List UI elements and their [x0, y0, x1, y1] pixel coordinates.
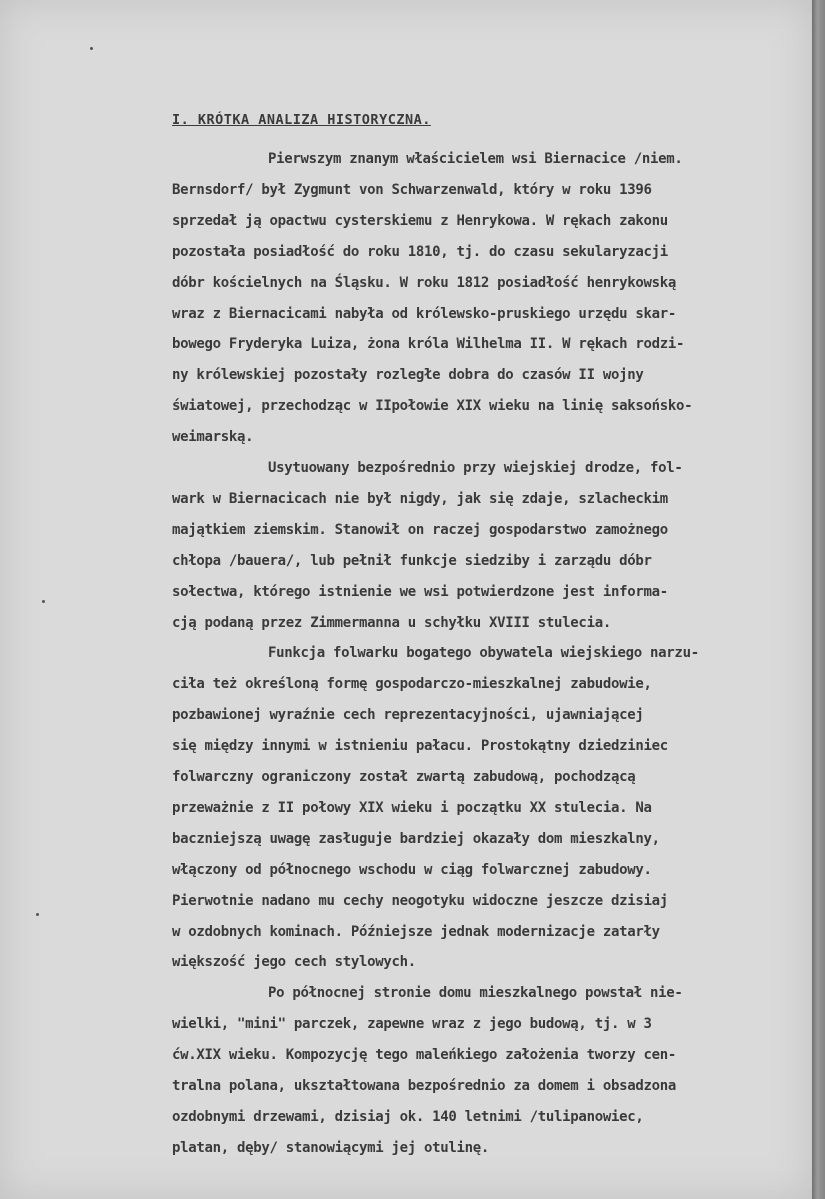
text-line: wielki, "mini" parczek, zapewne wraz z jego budową, tj. w 3: [172, 1016, 652, 1033]
text-line: w ozdobnych kominach. Późniejsze jednak modernizacje zatarły: [172, 923, 660, 940]
text-line: Po północnej stronie domu mieszkalnego powstał nie-: [268, 985, 683, 1002]
text-line: sołectwa, którego istnienie we wsi potwierdzone jest informa-: [172, 583, 668, 600]
text-line: włączony od północnego wschodu w ciąg folwarcznej zabudowy.: [172, 861, 652, 878]
text-line: się między innymi w istnieniu pałacu. Prostokątny dziedziniec: [172, 738, 668, 755]
text-line: platan, dęby/ stanowiącymi jej otulinę.: [172, 1139, 490, 1156]
text-line: ny królewskiej pozostały rozległe dobra do czasów II wojny: [172, 367, 644, 384]
text-line: cją podaną przez Zimmermanna u schyłku XVIII stulecia.: [172, 614, 611, 631]
text-line: ćw.XIX wieku. Kompozycję tego maleńkiego założenia tworzy cen-: [172, 1047, 676, 1064]
section-heading: I. KRÓTKA ANALIZA HISTORYCZNA.: [172, 112, 431, 128]
text-line: wraz z Biernacicami nabyła od królewsko-pruskiego urzędu skar-: [172, 305, 676, 322]
text-line: większość jego cech stylowych.: [172, 954, 416, 971]
text-line: majątkiem ziemskim. Stanowił on raczej gospodarstwo zamożnego: [172, 521, 668, 538]
text-line: Usytuowany bezpośrednio przy wiejskiej drodze, fol-: [268, 460, 683, 476]
text-line: weimarską.: [172, 429, 254, 446]
text-line: ciła też określoną formę gospodarczo-mieszkalnej zabudowie,: [172, 676, 652, 693]
text-line: Bernsdorf/ był Zygmunt von Schwarzenwald, który w roku 1396: [172, 181, 652, 198]
text-line: przeważnie z II połowy XIX wieku i początku XX stulecia. Na: [172, 799, 652, 816]
paper-speck: [36, 913, 39, 916]
text-line: tralna polana, ukształtowana bezpośrednio za domem i obsadzona: [172, 1078, 676, 1094]
text-line: ozdobnymi drzewami, dzisiaj ok. 140 letnimi /tulipanowiec,: [172, 1108, 644, 1125]
text-line: pozbawionej wyraźnie cech reprezentacyjności, ujawniającej: [172, 707, 644, 724]
paper-speck: [90, 47, 93, 50]
text-line: Pierwszym znanym właścicielem wsi Biernacice /niem.: [268, 151, 683, 167]
text-line: Funkcja folwarku bogatego obywatela wiejskiego narzu-: [268, 645, 699, 662]
text-line: Pierwotnie nadano mu cechy neogotyku widoczne jeszcze dzisiaj: [172, 892, 668, 909]
text-line: folwarczny ograniczony został zwartą zabudową, pochodzącą: [172, 769, 636, 785]
text-line: chłopa /bauera/, lub pełnił funkcje siedziby i zarządu dóbr: [172, 552, 652, 569]
paper-speck: [42, 600, 45, 603]
text-line: bowego Fryderyka Luiza, żona króla Wilhelma II. W rękach rodzi-: [172, 336, 685, 353]
text-line: wark w Biernacicach nie był nigdy, jak się zdaje, szlacheckim: [172, 490, 668, 507]
text-line: światowej, przechodząc w IIpołowie XIX wieku na linię saksońsko-: [172, 398, 693, 415]
text-line: sprzedał ją opactwu cysterskiemu z Henrykowa. W rękach zakonu: [172, 212, 668, 229]
scanner-edge: [812, 0, 825, 1199]
text-line: baczniejszą uwagę zasługuje bardziej okazały dom mieszkalny,: [172, 830, 660, 847]
text-line: pozostała posiadłość do roku 1810, tj. do czasu sekularyzacji: [172, 243, 668, 260]
text-line: dóbr kościelnych na Śląsku. W roku 1812 posiadłość henrykowską: [172, 274, 676, 291]
